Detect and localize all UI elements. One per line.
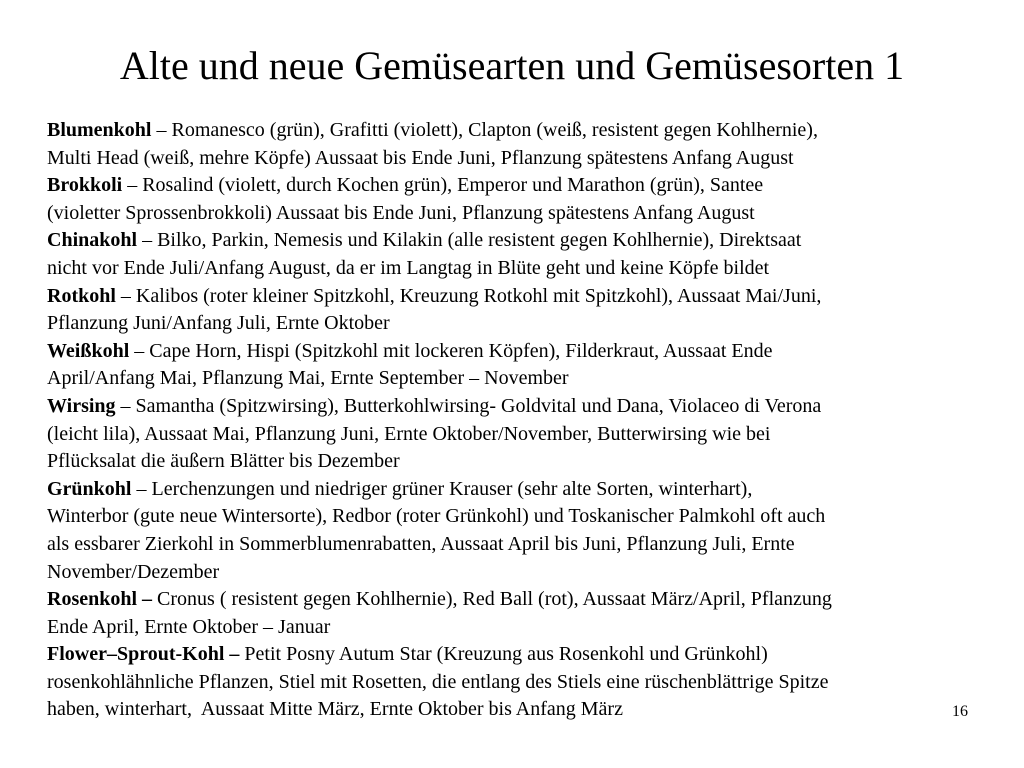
entry-line: rosenkohlähnliche Pflanzen, Stiel mit Rosetten, die entlang des Stiels eine rüschenblättrige Spitze xyxy=(47,670,829,693)
entry-line: haben, winterhart, Aussaat Mitte März, Ernte Oktober bis Anfang März xyxy=(47,698,623,721)
entry-line xyxy=(47,393,987,421)
entry-line xyxy=(47,117,987,145)
entry-text: Cronus ( resistent gegen Kohlhernie), Red Ball (rot), Aussaat März/April, Pflanzung xyxy=(157,588,832,611)
entry-line: (violetter Sprossenbrokkoli) Aussaat bis Ende Juni, Pflanzung spätestens Anfang August xyxy=(47,201,755,224)
entry-line: Winterbor (gute neue Wintersorte), Redbor (roter Grünkohl) und Toskanischer Palmkohl oft auch xyxy=(47,505,826,528)
entry-line: Ende April, Ernte Oktober – Januar xyxy=(47,615,331,638)
entry-line: April/Anfang Mai, Pflanzung Mai, Ernte September – November xyxy=(47,367,569,390)
slide-title: Alte und neue Gemüsearten und Gemüsesorten 1 xyxy=(119,43,905,88)
entry-brokkoli xyxy=(47,172,987,227)
entry-line xyxy=(47,283,987,311)
entry-gruenkohl xyxy=(47,476,987,586)
entry-flower-sprout-kohl xyxy=(47,641,987,724)
entry-line: November/Dezember xyxy=(47,560,220,583)
entry-rotkohl xyxy=(47,283,987,338)
term-weisskohl: Weißkohl xyxy=(47,339,130,362)
entry-line xyxy=(47,641,987,669)
entry-blumenkohl xyxy=(47,117,987,172)
entry-wirsing xyxy=(47,393,987,476)
entry-text: – Rosalind (violett, durch Kochen grün), Emperor und Marathon (grün), Santee xyxy=(122,174,764,197)
entry-text: – Lerchenzungen und niedriger grüner Krauser (sehr alte Sorten, winterhart), xyxy=(131,477,753,500)
entry-rosenkohl xyxy=(47,586,987,641)
term-brokkoli: Brokkoli xyxy=(47,174,123,197)
term-gruenkohl: Grünkohl xyxy=(47,477,132,500)
term-wirsing: Wirsing xyxy=(47,394,116,417)
term-chinakohl: Chinakohl xyxy=(47,229,138,252)
term-flower-sprout-kohl: Flower–Sprout-Kohl – xyxy=(47,643,245,666)
entry-weisskohl xyxy=(47,338,987,393)
entry-text: – Cape Horn, Hispi (Spitzkohl mit lockeren Köpfen), Filderkraut, Aussaat Ende xyxy=(129,339,773,362)
vegetable-list xyxy=(47,117,987,724)
term-rotkohl: Rotkohl xyxy=(47,284,116,307)
entry-text: – Bilko, Parkin, Nemesis und Kilakin (alle resistent gegen Kohlhernie), Direktsaat xyxy=(137,229,802,252)
entry-line: Pflanzung Juni/Anfang Juli, Ernte Oktober xyxy=(47,312,390,335)
entry-line: Multi Head (weiß, mehre Köpfe) Aussaat bis Ende Juni, Pflanzung spätestens Anfang August xyxy=(47,146,794,169)
entry-line: (leicht lila), Aussaat Mai, Pflanzung Juni, Ernte Oktober/November, Butterwirsing wie bei xyxy=(47,422,771,445)
entry-line xyxy=(47,172,987,200)
entry-text: – Samantha (Spitzwirsing), Butterkohlwirsing- Goldvital und Dana, Violaceo di Verona xyxy=(115,394,822,417)
entry-line: Pflücksalat die äußern Blätter bis Dezember xyxy=(47,450,400,473)
entry-text: Petit Posny Autum Star (Kreuzung aus Rosenkohl und Grünkohl) xyxy=(244,643,768,666)
entry-line: als essbarer Zierkohl in Sommerblumenrabatten, Aussaat April bis Juni, Pflanzung Juli, Ernte xyxy=(47,532,795,555)
entry-line: nicht vor Ende Juli/Anfang August, da er im Langtag in Blüte geht und keine Köpfe bildet xyxy=(47,256,770,279)
entry-line xyxy=(47,227,987,255)
term-rosenkohl: Rosenkohl – xyxy=(47,588,158,611)
entry-line xyxy=(47,586,987,614)
entry-chinakohl xyxy=(47,227,987,282)
term-blumenkohl: Blumenkohl xyxy=(47,119,152,141)
entry-line xyxy=(47,476,987,504)
page-number: 16 xyxy=(952,703,968,720)
entry-text: – Romanesco (grün), Grafitti (violett), Clapton (weiß, resistent gegen Kohlhernie), xyxy=(151,119,818,141)
entry-text: – Kalibos (roter kleiner Spitzkohl, Kreuzung Rotkohl mit Spitzkohl), Aussaat Mai/Juni, xyxy=(115,284,822,307)
entry-line xyxy=(47,338,987,366)
